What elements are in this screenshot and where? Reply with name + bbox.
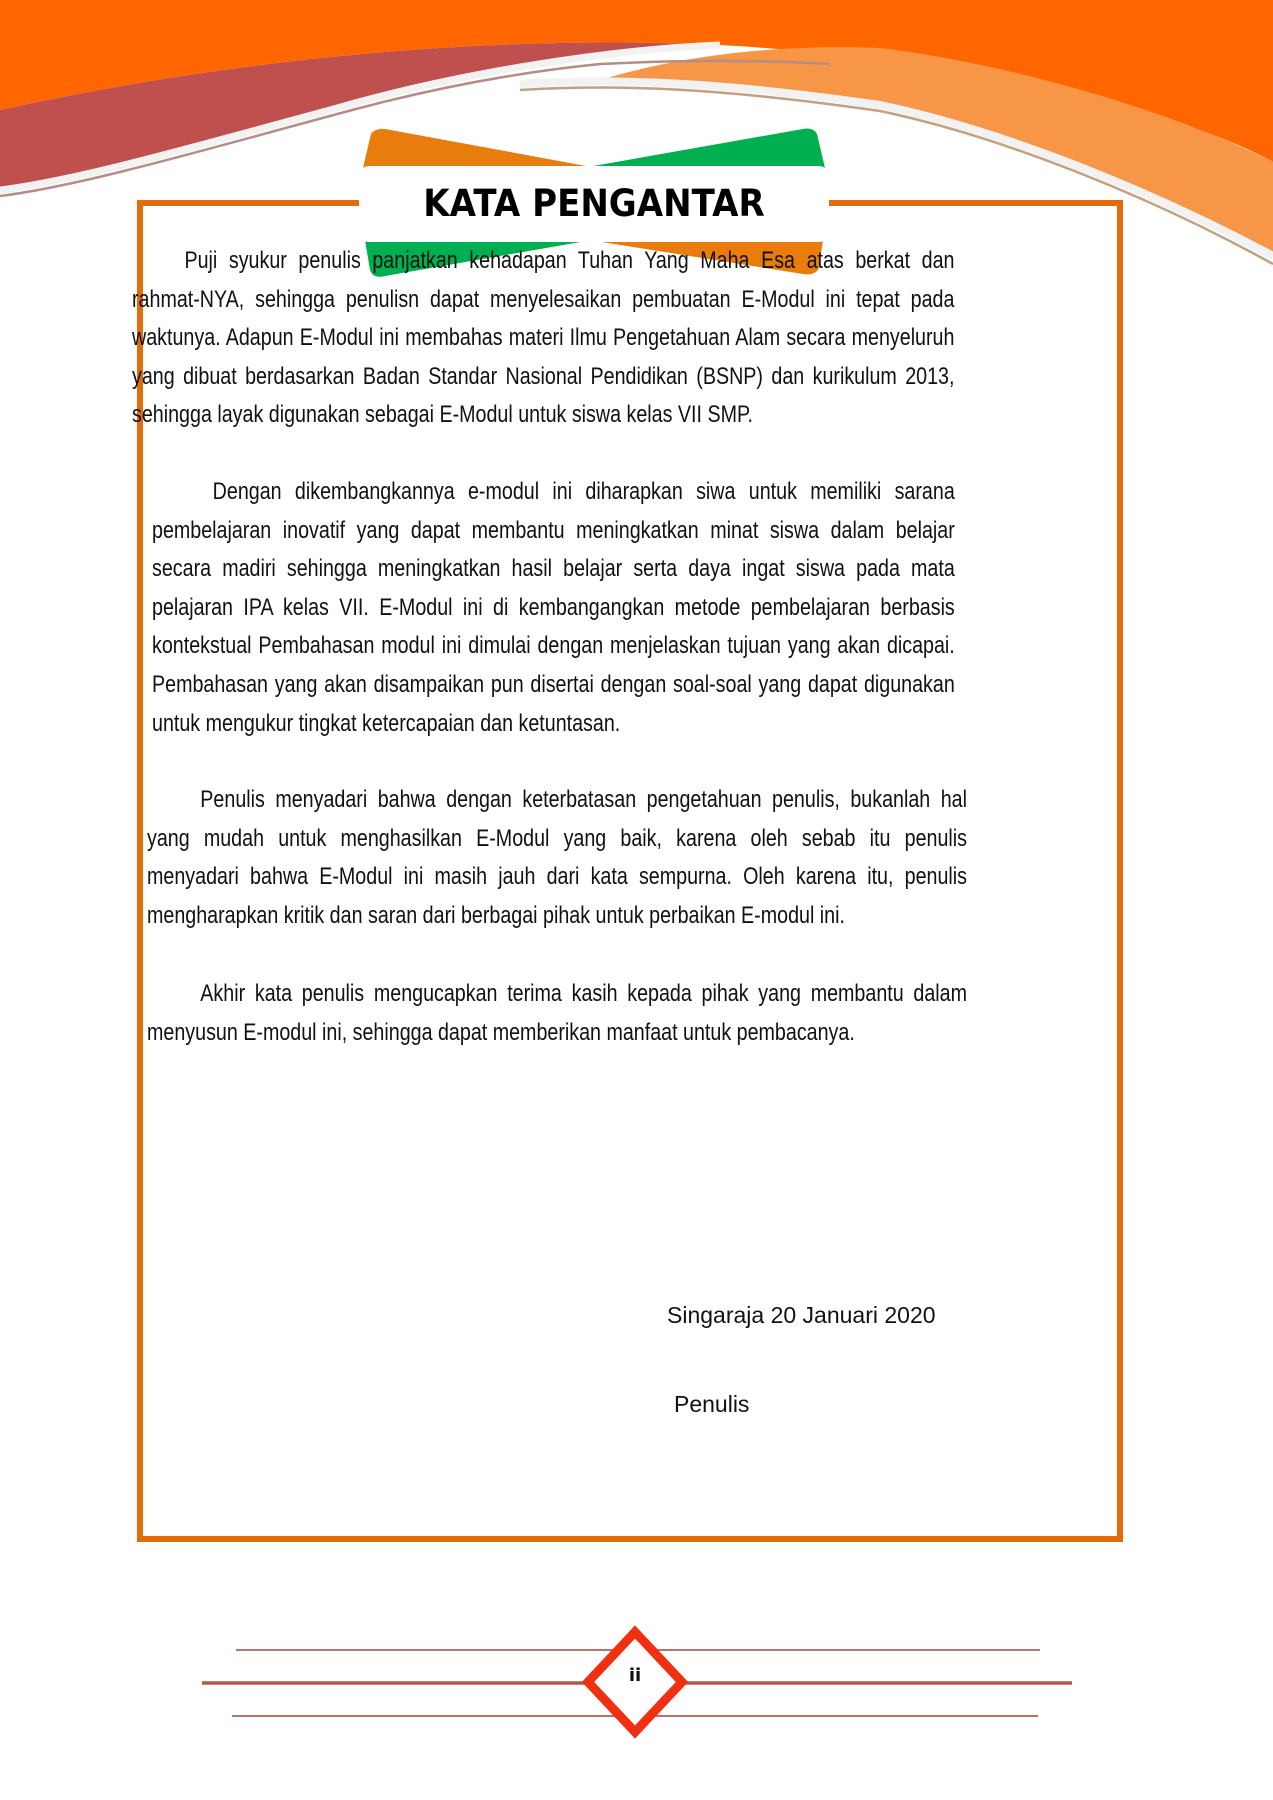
badge-orange-top-left (363, 129, 597, 168)
paragraph-text: Akhir kata penulis mengucapkan terima kasih kepada pihak yang membantu dalam menyusun E-modul ini, sehingga dapat memberikan manfaat untuk pembacanya. (147, 980, 968, 1046)
paragraph-text: Penulis menyadari bahwa dengan keterbatasan pengetahuan penulis, bukanlah hal yang mudah untuk menghasilkan E-Modul yang baik, karena oleh sebab itu penulis menyadari bahwa E-Modul ini masih jauh dari kata sempurna. Oleh karena itu, penulis mengharapkan kritik dan saran dari berbagai pihak untuk perbaikan E-modul ini. (147, 786, 968, 929)
signer-name: Penulis (674, 1391, 750, 1417)
paragraph-4 (147, 975, 967, 1052)
badge-green-top-right (582, 129, 825, 168)
paragraph-2 (152, 473, 955, 743)
page-number: ii (628, 1665, 642, 1686)
paragraph-text: Puji syukur penulis panjatkan kehadapan Tuhan Yang Maha Esa atas berkat dan rahmat-NYA, sehingga penulisn dapat menyelesaikan pembuatan E-Modul ini tepat pada waktunya. Adapun E-Modul ini membahas materi Ilmu Pengetahuan Alam secara menyeluruh yang dibuat berdasarkan Badan Standar Nasional Pendidikan (BSNP) dan kurikulum 2013, sehingga layak digunakan sebagai E-Modul untuk siswa kelas VII SMP. (132, 247, 955, 429)
paragraph-text: Dengan dikembangkannya e-modul ini diharapkan siwa untuk memiliki sarana pembelajaran inovatif yang dapat membantu meningkatkan minat siswa dalam belajar secara madiri sehingga meningkatkan hasil belajar serta daya ingat siswa pada mata pelajaran IPA kelas VII. E-Modul ini di kembangangkan metode pembelajaran berbasis kontekstual Pembahasan modul ini dimulai dengan menjelaskan tujuan yang akan dicapai. Pembahasan yang akan disampaikan pun disertai dengan soal-soal yang dapat digunakan untuk mengukur tingkat ketercapaian dan ketuntasan. (152, 478, 955, 737)
paragraph-3 (147, 781, 967, 935)
page-title: KATA PENGANTAR (423, 182, 765, 225)
place-and-date: Singaraja 20 Januari 2020 (667, 1302, 936, 1328)
paragraph-1 (132, 242, 954, 435)
